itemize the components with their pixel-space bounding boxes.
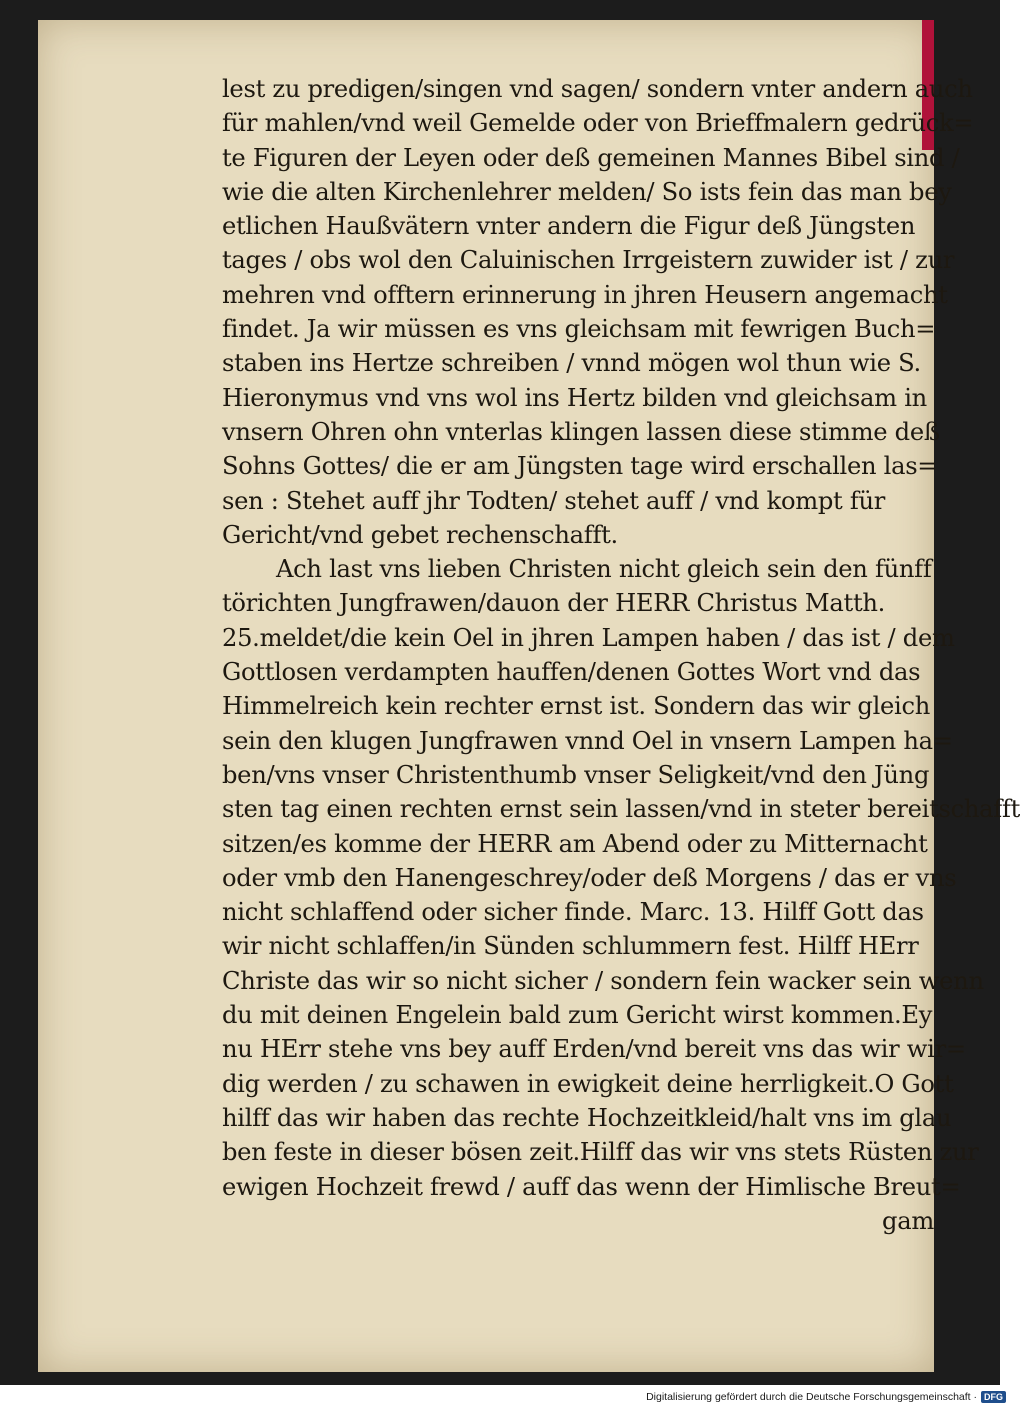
text-line: dig werden / zu schawen in ewigkeit deine herrligkeit.O Gott <box>222 1069 954 1098</box>
text-line: Gottlosen verdampten hauffen/denen Gottes Wort vnd das <box>222 658 921 687</box>
text-line: sten tag einen rechten ernst sein lassen/vnd in steter bereitschafft <box>222 795 1020 824</box>
text-line: sitzen/es komme der HERR am Abend oder zu Mitternacht <box>222 829 928 858</box>
text-line: staben ins Hertze schreiben / vnnd mögen wol thun wie S. <box>222 349 921 378</box>
text-line: du mit deinen Engelein bald zum Gericht wirst kommen.Ey <box>222 1001 933 1030</box>
text-line: törichten Jungfrawen/dauon der HERR Christus Matth. <box>222 589 886 618</box>
dfg-logo: DFG <box>981 1391 1006 1403</box>
text-line: Gericht/vnd gebet rechenschafft. <box>222 520 618 549</box>
digitization-footer <box>646 1391 1006 1403</box>
page-text <box>222 72 1020 1238</box>
text-line: ben/vns vnser Christenthumb vnser Seligkeit/vnd den Jüng <box>222 760 930 789</box>
footer-credit: Digitalisierung gefördert durch die Deutsche Forschungsgemeinschaft · <box>646 1391 977 1403</box>
text-line: findet. Ja wir müssen es vns gleichsam mit fewrigen Buch= <box>222 315 936 344</box>
text-line: ewigen Hochzeit frewd / auff das wenn der Himlische Breut= <box>222 1172 961 1201</box>
text-line: Christe das wir so nicht sicher / sondern fein wacker sein wenn <box>222 966 984 995</box>
text-line: ben feste in dieser bösen zeit.Hilff das wir vns stets Rüsten zur <box>222 1138 979 1167</box>
catchword: gam <box>882 1206 934 1235</box>
text-line: Hieronymus vnd vns wol ins Hertz bilden vnd gleichsam in <box>222 383 927 412</box>
text-line: oder vmb den Hanengeschrey/oder deß Morgens / das er vns <box>222 863 957 892</box>
text-line: nu HErr stehe vns bey auff Erden/vnd bereit vns das wir wir= <box>222 1035 966 1064</box>
text-line: lest zu predigen/singen vnd sagen/ sondern vnter andern auch <box>222 75 973 103</box>
text-line: te Figuren der Leyen oder deß gemeinen Mannes Bibel sind / <box>222 143 960 172</box>
text-line: für mahlen/vnd weil Gemelde oder von Brieffmalern gedrück= <box>222 109 974 138</box>
text-line: sein den klugen Jungfrawen vnnd Oel in vnsern Lampen ha= <box>222 726 953 755</box>
text-line: 25.meldet/die kein Oel in jhren Lampen haben / das ist / dem <box>222 623 955 652</box>
text-line: mehren vnd offtern erinnerung in jhren Heusern angemacht <box>222 280 948 309</box>
paragraph-start-line: Ach last vns lieben Christen nicht gleich sein den fünff <box>276 555 932 584</box>
text-line: nicht schlaffend oder sicher finde. Marc. 13. Hilff Gott das <box>222 898 924 927</box>
text-line: hilff das wir haben das rechte Hochzeitkleid/halt vns im glau <box>222 1103 952 1132</box>
text-line: vnsern Ohren ohn vnterlas klingen lassen diese stimme deß <box>222 417 940 446</box>
text-line: sen : Stehet auff jhr Todten/ stehet auff / vnd kompt für <box>222 486 886 515</box>
text-line: tages / obs wol den Caluinischen Irrgeistern zuwider ist / zur <box>222 246 955 275</box>
text-line: Sohns Gottes/ die er am Jüngsten tage wird erschallen las= <box>222 452 938 481</box>
text-line: Himmelreich kein rechter ernst ist. Sondern das wir gleich <box>222 692 930 721</box>
text-line: wir nicht schlaffen/in Sünden schlummern fest. Hilff HErr <box>222 932 919 961</box>
text-line: wie die alten Kirchenlehrer melden/ So ists fein das man bey <box>222 177 952 206</box>
text-line: etlichen Haußvätern vnter andern die Figur deß Jüngsten <box>222 212 916 241</box>
